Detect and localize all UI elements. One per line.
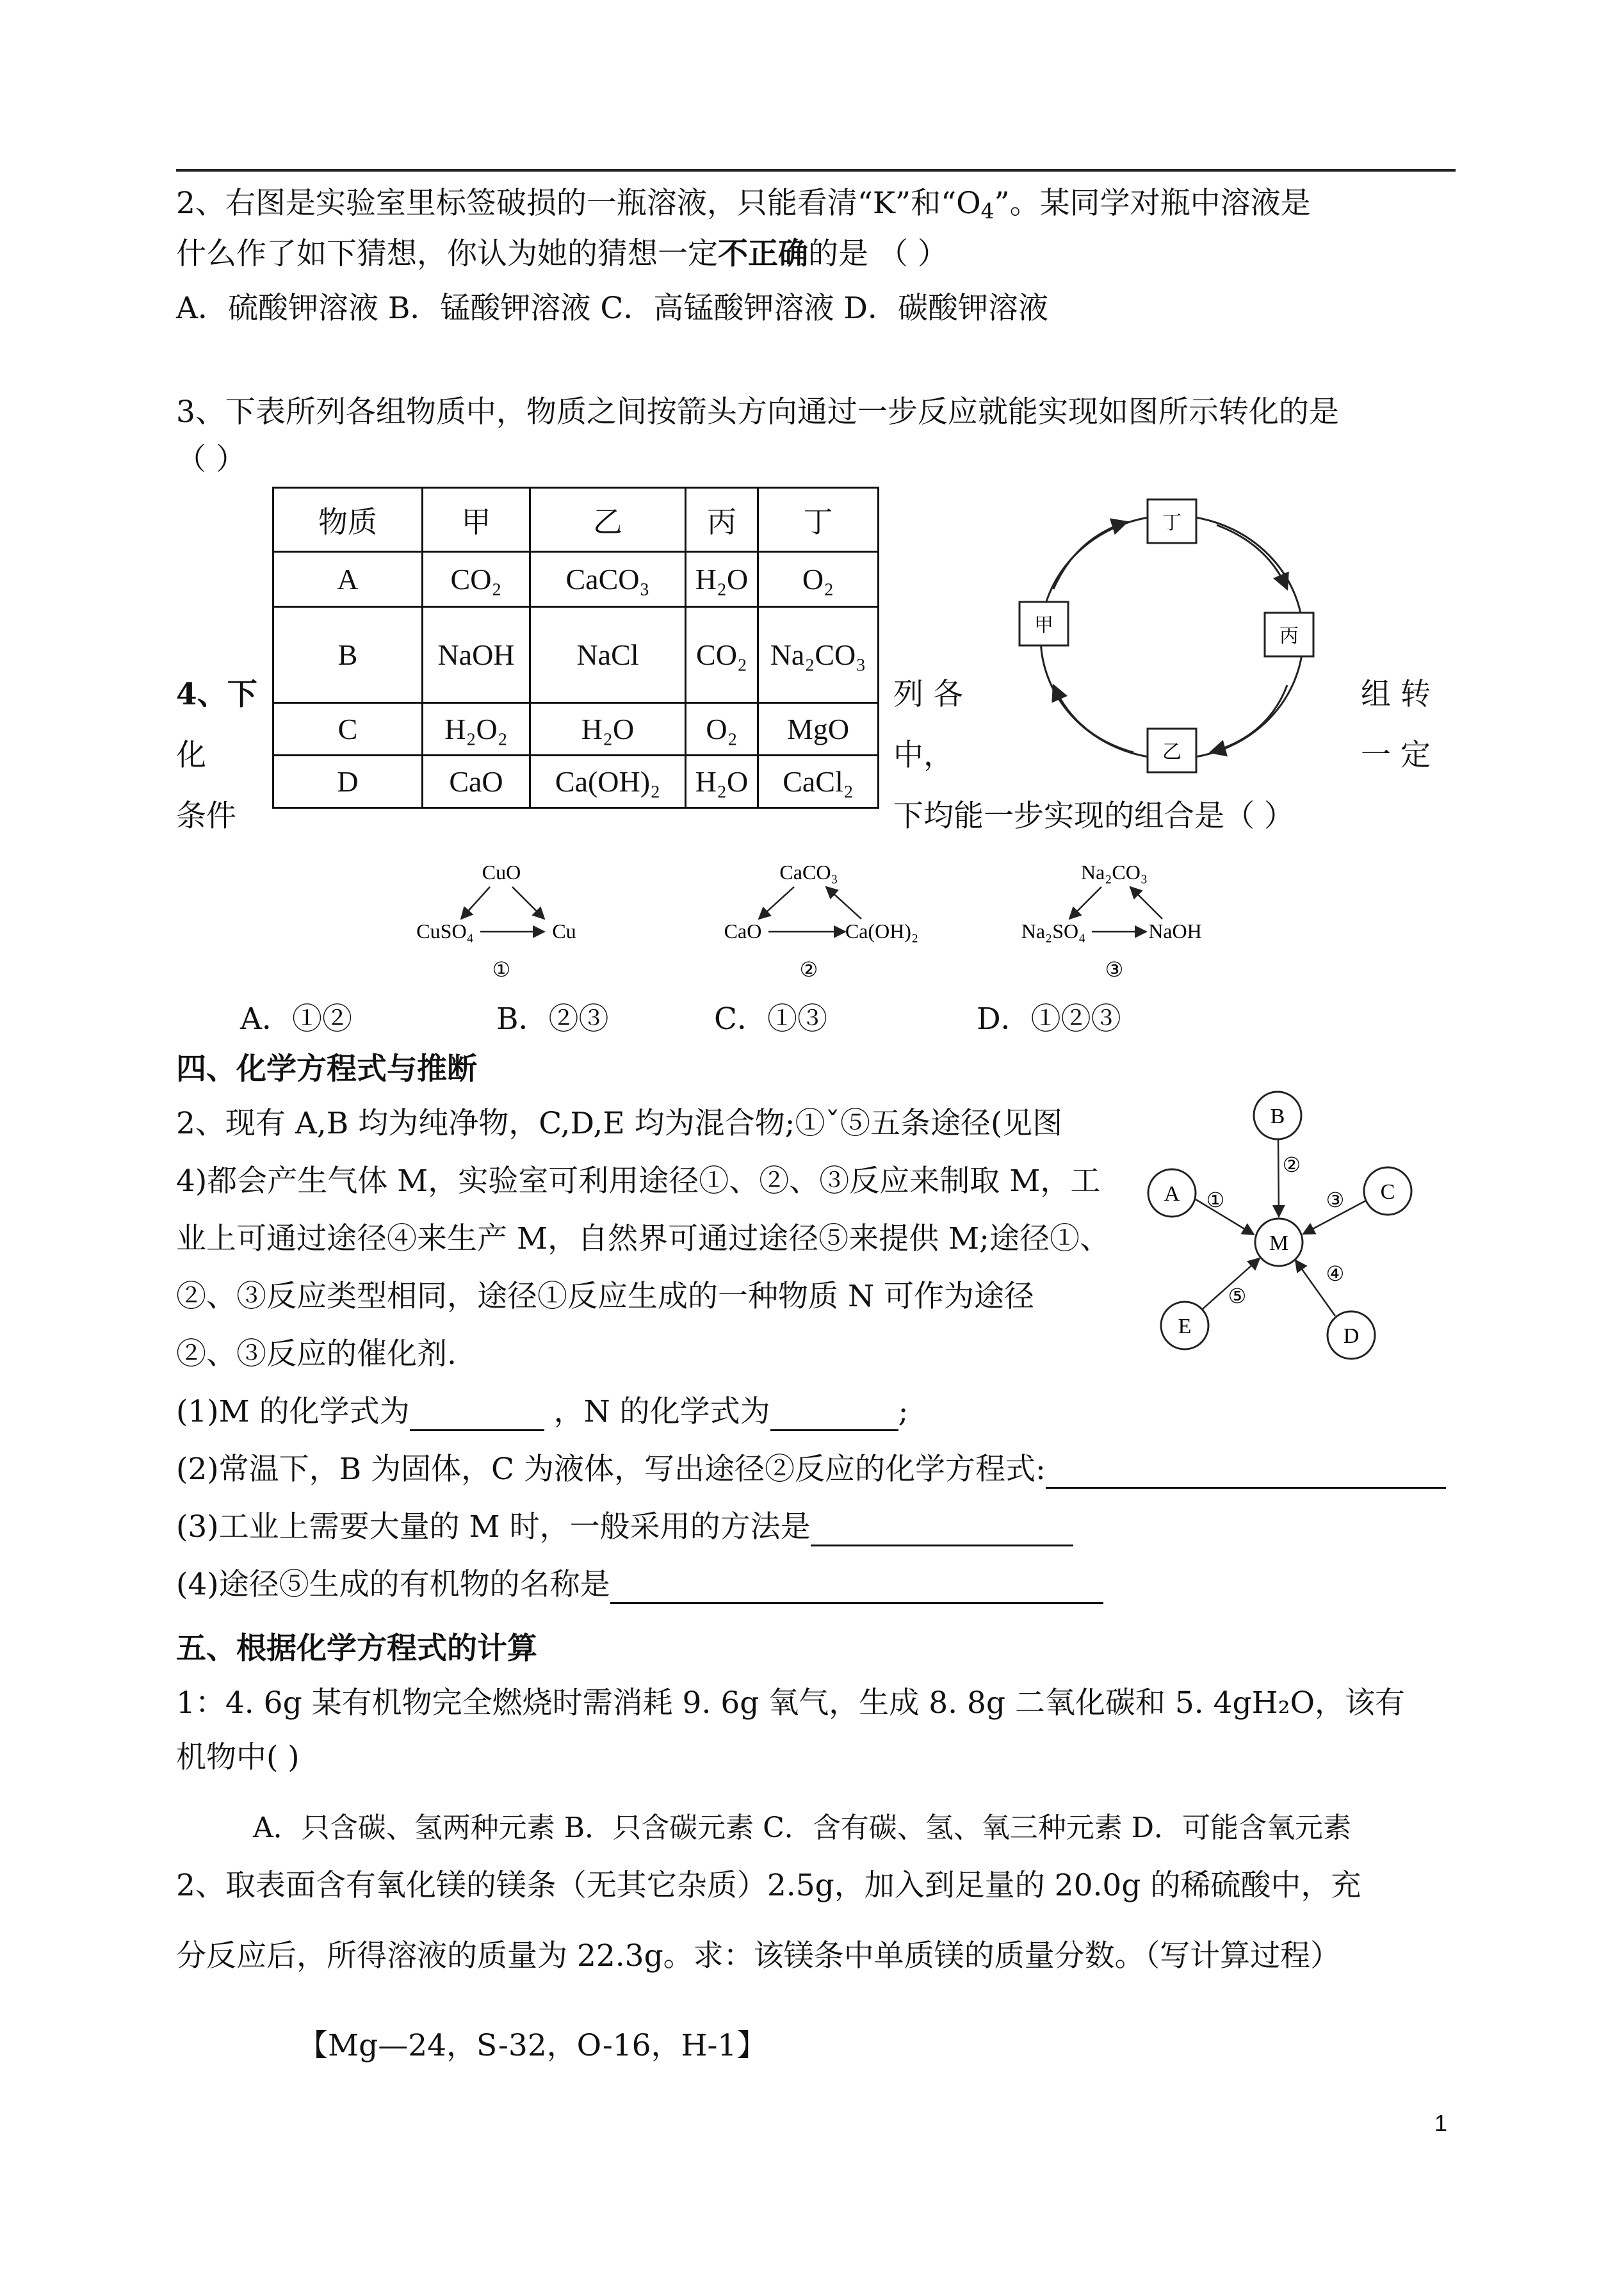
table-cell: A bbox=[273, 552, 423, 607]
section5-p1-line1: 1：4. 6g 某有机物完全燃烧时需消耗 9. 6g 氧气，生成 8. 8g 二氧化碳和 5. 4gH₂O，该有 bbox=[176, 1685, 1405, 1721]
section5-p1-options: A．只含碳、氢两种元素 B．只含碳元素 C．含有碳、氢、氧三种元素 D．可能含氧元素 bbox=[253, 1812, 1352, 1844]
table-cell: D bbox=[273, 756, 423, 808]
star-diagram bbox=[1143, 1085, 1412, 1361]
q2-line2: 什么作了如下猜想，你认为她的猜想一定不正确的是 （ ） bbox=[176, 236, 948, 272]
table-cell: O₂ bbox=[758, 552, 879, 607]
svg-text:NaOH: NaOH bbox=[1148, 920, 1202, 943]
triangle-diagram-1 bbox=[407, 855, 612, 989]
svg-text:CuO: CuO bbox=[482, 861, 521, 884]
star-node-m: M bbox=[1269, 1231, 1289, 1255]
q4-left1: 4、下 bbox=[176, 677, 257, 712]
path-5-label: ⑤ bbox=[1228, 1285, 1247, 1308]
cycle-node-bing: 丙 bbox=[1279, 626, 1299, 647]
table-header: 丙 bbox=[686, 488, 758, 552]
table-cell: NaCl bbox=[530, 607, 686, 703]
svg-text:③: ③ bbox=[1105, 958, 1124, 981]
section4-q2: (2)常温下，B 为固体，C 为液体，写出途径②反应的化学方程式: bbox=[176, 1450, 1446, 1489]
table-header: 乙 bbox=[530, 488, 686, 552]
table-header: 丁 bbox=[758, 488, 879, 552]
q4-mid3: 下均能一步实现的组合是（ ） bbox=[893, 799, 1294, 834]
table-cell: Na₂CO₃ bbox=[758, 607, 879, 703]
section5-p2-line1: 2、取表面含有氧化镁的镁条（无其它杂质）2.5g，加入到足量的 20.0g 的稀硫酸中，充 bbox=[176, 1868, 1361, 1903]
q4-option-a: A．①② bbox=[240, 1002, 352, 1037]
star-node-c: C bbox=[1380, 1180, 1395, 1204]
q4-mid1: 列 各 bbox=[893, 677, 963, 712]
section4-intro-1: 2、现有 A,B 均为纯净物，C,D,E 均为混合物;①ˇ⑤五条途径(见图 bbox=[176, 1106, 1063, 1141]
q4-option-b: B．②③ bbox=[496, 1002, 609, 1037]
star-node-b: B bbox=[1270, 1105, 1285, 1128]
q3-line2: （ ） bbox=[176, 442, 246, 477]
table-cell: H₂O bbox=[530, 703, 686, 756]
cycle-diagram bbox=[1005, 493, 1338, 775]
section5-heading: 五、根据化学方程式的计算 bbox=[176, 1631, 537, 1666]
cycle-node-jia: 甲 bbox=[1034, 615, 1053, 636]
table-cell: C bbox=[273, 703, 423, 756]
q4-mid2: 中， bbox=[893, 738, 954, 773]
path-2-label: ② bbox=[1282, 1153, 1301, 1176]
section4-intro-2: 4)都会产生气体 M，实验室可利用途径①、②、③反应来制取 M，工 bbox=[176, 1164, 1101, 1199]
q4-option-c: C．①③ bbox=[714, 1002, 827, 1037]
table-cell: Ca(OH)₂ bbox=[530, 756, 686, 808]
table-header: 甲 bbox=[423, 488, 530, 552]
q2-line1: 2、右图是实验室里标签破损的一瓶溶液，只能看清“K”和“$O_4$”。某同学对瓶中溶液是 bbox=[176, 186, 1311, 224]
table-cell: CaCl₂ bbox=[758, 756, 879, 808]
svg-text:CuSO₄: CuSO₄ bbox=[416, 920, 474, 943]
svg-text:CaO: CaO bbox=[724, 920, 762, 943]
q4-left2: 化 bbox=[176, 738, 206, 773]
table-cell: CO₂ bbox=[686, 607, 758, 703]
path-3-label: ③ bbox=[1326, 1188, 1345, 1212]
svg-text:①: ① bbox=[492, 958, 511, 981]
section4-q1: (1)M 的化学式为 ，N 的化学式为 ; bbox=[176, 1393, 909, 1431]
star-node-d: D bbox=[1343, 1324, 1360, 1348]
q2-options: A．硫酸钾溶液 B．锰酸钾溶液 C．高锰酸钾溶液 D．碳酸钾溶液 bbox=[176, 291, 1048, 326]
page-number: 1 bbox=[1434, 2110, 1448, 2136]
section4-heading: 四、化学方程式与推断 bbox=[176, 1051, 477, 1087]
table-cell: MgO bbox=[758, 703, 879, 756]
q4-right1: 组 转 bbox=[1361, 677, 1431, 712]
table-header: 物质 bbox=[273, 488, 423, 552]
atomic-masses: 【Mg—24，S-32，O-16，H-1】 bbox=[298, 2028, 767, 2063]
svg-text:Na₂SO₄: Na₂SO₄ bbox=[1021, 920, 1086, 943]
cycle-node-ding: 丁 bbox=[1162, 512, 1181, 533]
svg-text:②: ② bbox=[799, 958, 818, 981]
section4-q4: (4)途径⑤生成的有机物的名称是 bbox=[176, 1566, 1103, 1604]
q4-option-d: D．①②③ bbox=[977, 1002, 1121, 1037]
section5-p1-line2: 机物中( ) bbox=[176, 1740, 300, 1775]
path-4-label: ④ bbox=[1326, 1262, 1345, 1285]
table-cell: O₂ bbox=[686, 703, 758, 756]
path-1-label: ① bbox=[1206, 1188, 1225, 1212]
q3-line1: 3、下表所列各组物质中，物质之间按箭头方向通过一步反应就能实现如图所示转化的是 bbox=[176, 394, 1339, 430]
svg-text:Ca(OH)₂: Ca(OH)₂ bbox=[845, 920, 919, 943]
substance-table bbox=[272, 487, 879, 809]
star-node-a: A bbox=[1164, 1182, 1180, 1206]
svg-text:Na₂CO₃: Na₂CO₃ bbox=[1080, 861, 1148, 884]
header-rule bbox=[176, 169, 1456, 172]
section4-intro-5: ②、③反应的催化剂. bbox=[176, 1336, 457, 1372]
answer-blank-equation[interactable] bbox=[1046, 1456, 1446, 1489]
cycle-node-yi: 乙 bbox=[1162, 742, 1181, 763]
triangle-diagram-2 bbox=[714, 855, 945, 989]
table-cell: CaO bbox=[423, 756, 530, 808]
table-cell: H₂O₂ bbox=[423, 703, 530, 756]
section4-intro-4: ②、③反应类型相同，途径①反应生成的一种物质 N 可作为途径 bbox=[176, 1279, 1035, 1314]
section4-q3: (3)工业上需要大量的 M 时，一般采用的方法是 bbox=[176, 1508, 1073, 1546]
section5-p2-line2: 分反应后，所得溶液的质量为 22.3g。求：该镁条中单质镁的质量分数。（写计算过程） bbox=[176, 1938, 1341, 1974]
svg-text:Cu: Cu bbox=[552, 920, 576, 943]
svg-text:CaCO₃: CaCO₃ bbox=[779, 861, 838, 884]
answer-blank-organic[interactable] bbox=[610, 1571, 1103, 1604]
q4-right2: 一 定 bbox=[1361, 738, 1431, 773]
table-cell: CaCO₃ bbox=[530, 552, 686, 607]
table-cell: B bbox=[273, 607, 423, 703]
answer-blank-m[interactable] bbox=[410, 1399, 544, 1431]
table-cell: H₂O bbox=[686, 756, 758, 808]
table-cell: CO₂ bbox=[423, 552, 530, 607]
section4-intro-3: 业上可通过途径④来生产 M，自然界可通过途径⑤来提供 M;途径①、 bbox=[176, 1221, 1110, 1256]
answer-blank-n[interactable] bbox=[770, 1399, 898, 1431]
triangle-diagram-3 bbox=[1012, 855, 1223, 989]
table-cell: NaOH bbox=[423, 607, 530, 703]
star-node-e: E bbox=[1178, 1315, 1192, 1338]
answer-blank-method[interactable] bbox=[811, 1514, 1073, 1546]
table-cell: H₂O bbox=[686, 552, 758, 607]
q4-left3: 条件 bbox=[176, 799, 236, 834]
